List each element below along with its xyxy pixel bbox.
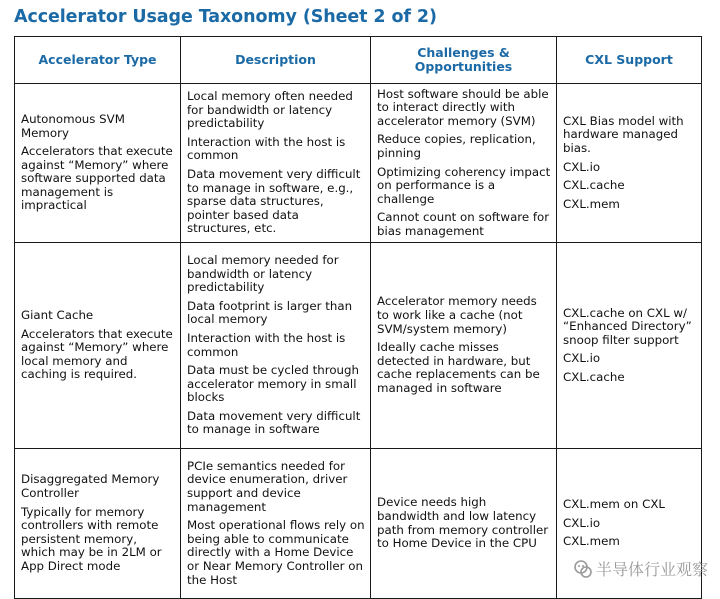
- description-item: Data footprint is larger than local memory: [187, 298, 353, 327]
- cxl-item: CXL Bias model with hardware managed bias.: [563, 113, 684, 155]
- description-cell: [181, 84, 371, 243]
- type-name: Giant Cache: [21, 308, 94, 323]
- watermark-text: 半导体行业观察: [595, 560, 708, 579]
- description-item: Interaction with the host is common: [187, 330, 346, 359]
- wechat-icon: [573, 559, 593, 579]
- type-cell: [15, 84, 181, 243]
- type-detail: Typically for memory controllers with remote persistent memory, which may be in 2LM or App Direct mode: [21, 504, 162, 573]
- challenge-item: Reduce copies, replication, pinning: [377, 132, 536, 160]
- header-description: Description: [181, 37, 371, 84]
- cxl-item: CXL.cache: [563, 178, 625, 193]
- page-title: Accelerator Usage Taxonomy (Sheet 2 of 2): [14, 7, 437, 27]
- watermark: [573, 557, 708, 580]
- type-name: Autonomous SVM Memory: [21, 111, 125, 140]
- cxl-item: CXL.mem: [563, 534, 620, 549]
- table-row: [15, 243, 702, 449]
- taxonomy-table: [14, 36, 702, 599]
- cxl-item: CXL.io: [563, 515, 601, 530]
- type-name: Disaggregated Memory Controller: [21, 472, 160, 501]
- challenge-item: Accelerator memory needs to work like a cache (not SVM/system memory): [377, 294, 537, 336]
- cxl-item: CXL.io: [563, 159, 601, 174]
- challenge-item: Ideally cache misses detected in hardware, but cache replacements can be managed in software: [377, 340, 540, 395]
- description-item: Data must be cycled through accelerator memory in small blocks: [187, 363, 359, 405]
- type-detail: Accelerators that execute against “Memory” where local memory and caching is required.: [21, 326, 173, 382]
- challenge-item: Host software should be able to interact directly with accelerator memory (SVM): [377, 86, 549, 128]
- table-header-row: [15, 37, 702, 84]
- description-item: Interaction with the host is common: [187, 134, 346, 163]
- header-accelerator-type: Accelerator Type: [15, 37, 181, 84]
- challenge-item: Cannot count on software for bias management: [377, 210, 550, 238]
- challenges-cell: [371, 449, 557, 599]
- description-item: Local memory needed for bandwidth or latency predictability: [187, 252, 339, 295]
- header-cxl-support: CXL Support: [557, 37, 702, 84]
- type-cell: [15, 243, 181, 449]
- description-item: Data movement very difficult to manage in software: [187, 408, 361, 437]
- description-item: Data movement very difficult to manage in software, e.g., sparse data structures, pointer based data structures, etc.: [187, 167, 361, 236]
- challenge-item: Optimizing coherency impact on performance is a challenge: [377, 164, 551, 206]
- cxl-item: CXL.io: [563, 351, 601, 366]
- table-row: [15, 84, 702, 243]
- description-item: PCIe semantics needed for device enumeration, driver support and device management: [187, 458, 348, 514]
- cxl-item: CXL.cache on CXL w/ “Enhanced Directory” snoop filter support: [563, 305, 692, 347]
- cxl-cell: [557, 84, 702, 243]
- cxl-item: CXL.mem on CXL: [563, 497, 665, 512]
- cxl-item: CXL.mem: [563, 196, 620, 211]
- challenge-item: Device needs high bandwidth and low latency path from memory controller to Home Device in the CPU: [377, 495, 549, 551]
- description-cell: [181, 243, 371, 449]
- type-cell: [15, 449, 181, 599]
- description-item: Most operational flows rely on being able to communicate directly with a Home Device or Near Memory Controller on the Host: [187, 518, 365, 587]
- description-item: Local memory often needed for bandwidth or latency predictability: [187, 89, 353, 131]
- header-challenges: Challenges & Opportunities: [371, 37, 557, 84]
- description-cell: [181, 449, 371, 599]
- type-detail: Accelerators that execute against “Memory” where software supported data management is impractical: [21, 144, 173, 213]
- cxl-cell: [557, 243, 702, 449]
- challenges-cell: [371, 84, 557, 243]
- cxl-item: CXL.cache: [563, 369, 625, 384]
- challenges-cell: [371, 243, 557, 449]
